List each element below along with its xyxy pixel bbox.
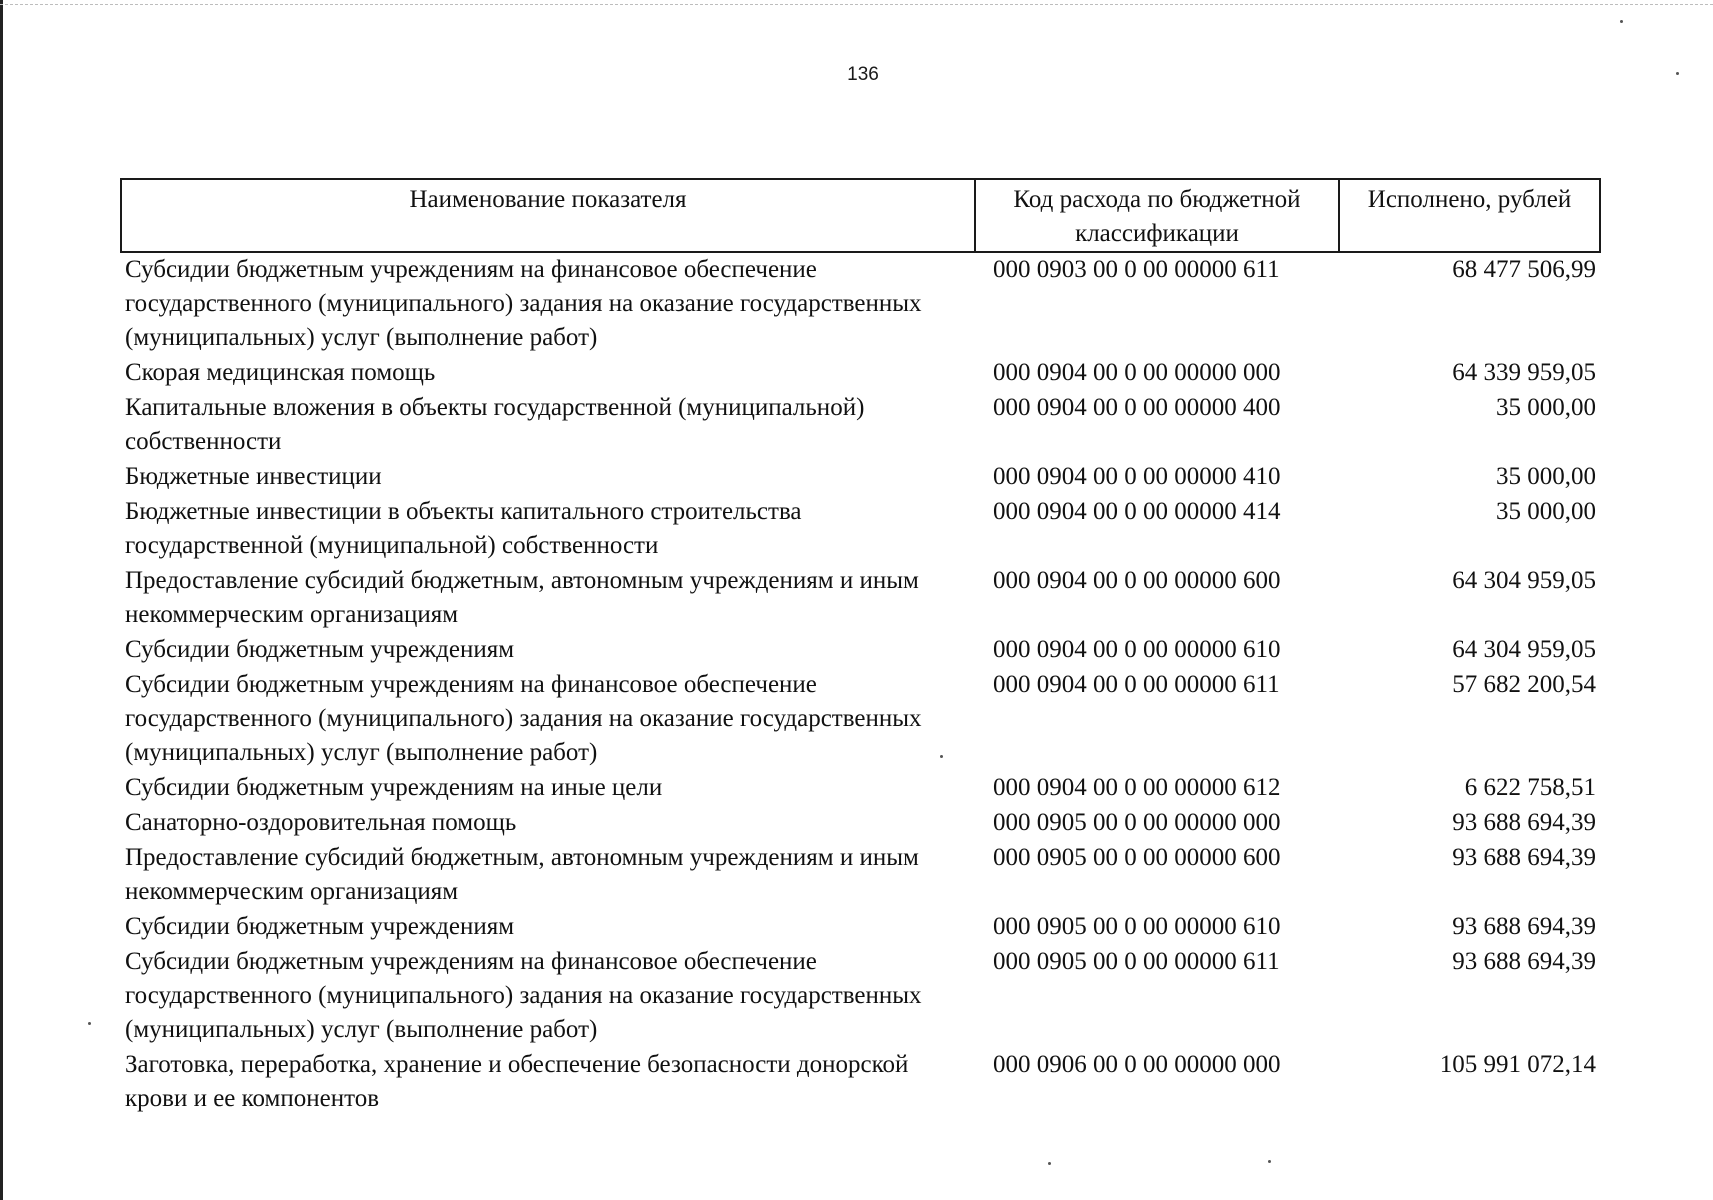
table-row (121, 252, 1600, 356)
scan-speck (1676, 72, 1679, 75)
row-code: 000 0904 00 0 00 00000 400 (993, 394, 1281, 421)
row-amount: 93 688 694,39 (1452, 913, 1596, 940)
row-name: Субсидии бюджетным учреждениям (125, 636, 515, 663)
row-name: Предоставление субсидий бюджетным, автономным учреждениям и иным некоммерческим организациям (125, 844, 919, 905)
scan-speck (1268, 1160, 1271, 1163)
row-amount: 35 000,00 (1496, 498, 1596, 525)
row-code: 000 0905 00 0 00 00000 610 (993, 913, 1281, 940)
row-name: Бюджетные инвестиции (125, 463, 382, 490)
row-amount: 93 688 694,39 (1452, 948, 1596, 975)
table-row (121, 1048, 1600, 1117)
table-row (121, 771, 1600, 806)
row-name: Бюджетные инвестиции в объекты капитального строительства государственной (муниципальной) собственности (125, 498, 802, 559)
table-row (121, 564, 1600, 633)
row-name: Предоставление субсидий бюджетным, автономным учреждениям и иным некоммерческим организациям (125, 567, 919, 628)
row-code: 000 0904 00 0 00 00000 610 (993, 636, 1281, 663)
table-row (121, 841, 1600, 910)
row-code: 000 0904 00 0 00 00000 410 (993, 463, 1281, 490)
row-amount: 64 304 959,05 (1452, 636, 1596, 663)
row-code: 000 0906 00 0 00 00000 000 (993, 1051, 1281, 1078)
row-amount: 64 304 959,05 (1452, 567, 1596, 594)
row-amount: 93 688 694,39 (1452, 809, 1596, 836)
table-row (121, 495, 1600, 564)
row-amount: 35 000,00 (1496, 394, 1596, 421)
table-row (121, 391, 1600, 460)
row-code: 000 0905 00 0 00 00000 000 (993, 809, 1281, 836)
row-name: Субсидии бюджетным учреждениям на иные цели (125, 774, 663, 801)
header-code: Код расхода по бюджетной классификации (975, 179, 1339, 252)
row-amount: 105 991 072,14 (1439, 1051, 1596, 1078)
row-amount: 6 622 758,51 (1464, 774, 1596, 801)
table-row (121, 356, 1600, 391)
table-header-row (121, 179, 1600, 252)
row-name: Субсидии бюджетным учреждениям на финансовое обеспечение государственного (муниципального) задания на оказание государственных (муниципальных) услуг (выполнение работ) (125, 671, 922, 766)
row-code: 000 0904 00 0 00 00000 414 (993, 498, 1281, 525)
table-row (121, 633, 1600, 668)
row-amount: 93 688 694,39 (1452, 844, 1596, 871)
scan-speck (940, 755, 943, 758)
row-code: 000 0904 00 0 00 00000 600 (993, 567, 1281, 594)
table-row (121, 910, 1600, 945)
row-amount: 64 339 959,05 (1452, 359, 1596, 386)
row-name: Скорая медицинская помощь (125, 359, 436, 386)
scan-speck (1620, 20, 1623, 23)
header-amount: Исполнено, рублей (1339, 179, 1600, 252)
row-name: Санаторно-оздоровительная помощь (125, 809, 517, 836)
row-code: 000 0903 00 0 00 00000 611 (993, 256, 1280, 283)
scan-speck (88, 1022, 91, 1025)
table-row (121, 668, 1600, 771)
table-row (121, 460, 1600, 495)
table-row (121, 806, 1600, 841)
page-number: 136 (847, 64, 879, 85)
row-code: 000 0904 00 0 00 00000 000 (993, 359, 1281, 386)
scan-left-edge (0, 0, 3, 1200)
row-code: 000 0904 00 0 00 00000 611 (993, 671, 1280, 698)
row-name: Заготовка, переработка, хранение и обеспечение безопасности донорской крови и ее компонентов (125, 1051, 909, 1112)
row-code: 000 0905 00 0 00 00000 600 (993, 844, 1281, 871)
scan-top-edge (0, 0, 1713, 5)
budget-table (120, 178, 1601, 1117)
header-name: Наименование показателя (121, 179, 975, 252)
row-code: 000 0905 00 0 00 00000 611 (993, 948, 1280, 975)
row-amount: 35 000,00 (1496, 463, 1596, 490)
row-name: Субсидии бюджетным учреждениям на финансовое обеспечение государственного (муниципального) задания на оказание государственных (муниципальных) услуг (выполнение работ) (125, 256, 922, 351)
row-amount: 68 477 506,99 (1452, 256, 1596, 283)
table-row (121, 945, 1600, 1048)
row-amount: 57 682 200,54 (1452, 671, 1596, 698)
row-name: Капитальные вложения в объекты государственной (муниципальной) собственности (125, 394, 865, 455)
row-name: Субсидии бюджетным учреждениям (125, 913, 515, 940)
row-code: 000 0904 00 0 00 00000 612 (993, 774, 1281, 801)
row-name: Субсидии бюджетным учреждениям на финансовое обеспечение государственного (муниципального) задания на оказание государственных (муниципальных) услуг (выполнение работ) (125, 948, 922, 1043)
scan-speck (1048, 1162, 1051, 1165)
